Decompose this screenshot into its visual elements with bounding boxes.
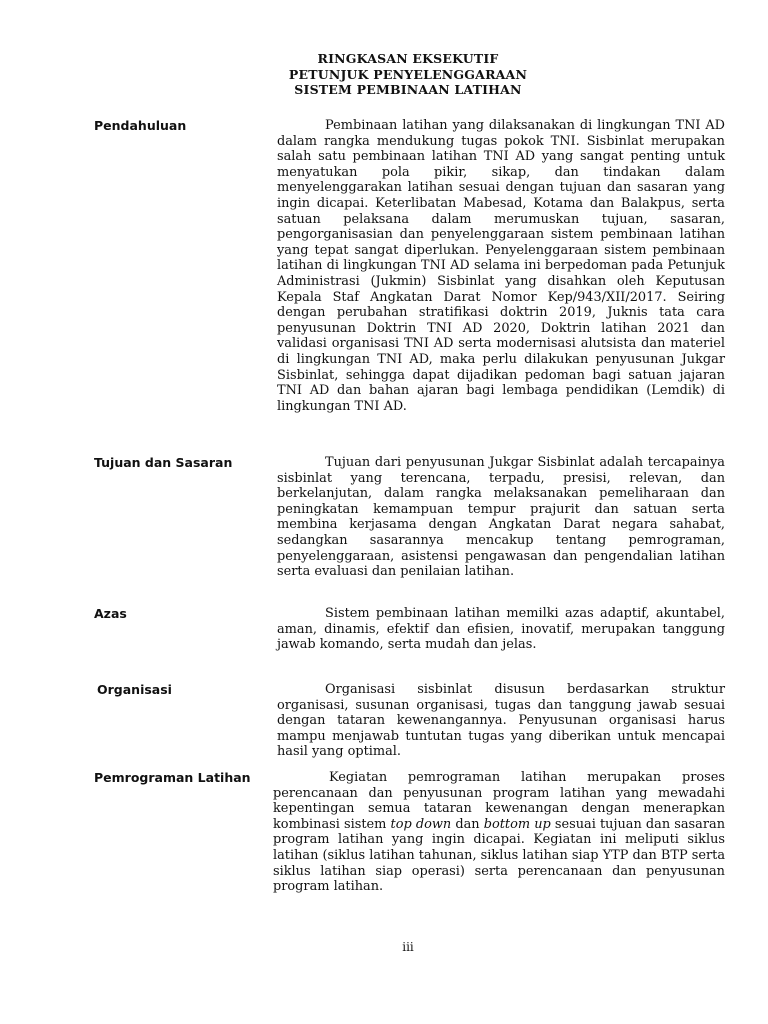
pemrograman-text-3: sesuai tujuan dan sasaran program latihan yang ingin dicapai. Kegiatan ini meliputi siklus latihan (siklus latihan tahunan, siklus latihan siap YTP dan BTP serta siklus latihan siap operasi) serta perencanaan dan penyusunan program latihan.	[273, 816, 726, 895]
heading-tujuan-dan-sasaran: Tujuan dan Sasaran	[94, 455, 233, 470]
page-number: iii	[402, 940, 414, 954]
paragraph-pemrograman-latihan	[273, 770, 725, 895]
pemrograman-text-2: dan	[451, 816, 484, 832]
heading-azas: Azas	[94, 606, 127, 621]
title-line-1: RINGKASAN EKSEKUTIF	[317, 51, 499, 66]
pemrograman-text-1: Kegiatan pemrograman latihan merupakan proses perencanaan dan penyusunan program latihan yang mewadahi kepentingan semua tataran kewenangan dengan menerapkan kombinasi sistem	[273, 770, 725, 832]
title-line-3: SISTEM PEMBINAAN LATIHAN	[294, 82, 522, 97]
heading-pendahuluan: Pendahuluan	[94, 118, 187, 133]
paragraph-tujuan-dan-sasaran: Tujuan dari penyusunan Jukgar Sisbinlat adalah tercapainya sisbinlat yang terencana, terpadu, presisi, relevan, dan berkelanjutan, dalam rangka melaksanakan pemeliharaan dan peningkatan kemampuan tempur prajurit dan satuan serta membina kerjasama dengan Angkatan Darat negara sahabat, sedangkan sasarannya mencakup tentang pemrograman, penyelenggaraan, asistensi pengawasan dan pengendalian latihan serta evaluasi dan penilaian latihan.	[277, 455, 725, 580]
document-title	[0, 51, 768, 98]
paragraph-azas: Sistem pembinaan latihan memilki azas adaptif, akuntabel, aman, dinamis, efektif dan efisien, inovatif, merupakan tanggung jawab komando, serta mudah dan jelas.	[277, 606, 725, 653]
heading-pemrograman-latihan: Pemrograman Latihan	[94, 770, 251, 785]
paragraph-pendahuluan: Pembinaan latihan yang dilaksanakan di lingkungan TNI AD dalam rangka mendukung tugas pokok TNI. Sisbinlat merupakan salah satu pembinaan latihan TNI AD yang sangat penting untuk menyatukan pola pikir, sikap, dan tindakan dalam menyelenggarakan latihan sesuai dengan tujuan dan sasaran yang ingin dicapai. Keterlibatan Mabesad, Kotama dan Balakpus, serta satuan pelaksana dalam merumuskan tujuan, sasaran, pengorganisasian dan penyelenggaraan sistem pembinaan latihan yang tepat sangat diperlukan. Penyelenggaraan sistem pembinaan latihan di lingkungan TNI AD selama ini berpedoman pada Petunjuk Administrasi (Jukmin) Sisbinlat yang disahkan oleh Keputusan Kepala Staf Angkatan Darat Nomor Kep/943/XII/2017. Seiring dengan perubahan stratifikasi doktrin 2019, Juknis tata cara penyusunan Doktrin TNI AD 2020, Doktrin latihan 2021 dan validasi organisasi TNI AD serta modernisasi alutsista dan materiel di lingkungan TNI AD, maka perlu dilakukan penyusunan Jukgar Sisbinlat, sehingga dapat dijadikan pedoman bagi satuan jajaran TNI AD dan bahan ajaran bagi lembaga pendidikan (Lemdik) di lingkungan TNI AD.	[277, 118, 725, 414]
pemrograman-term-bottom-up: bottom up	[483, 816, 551, 832]
paragraph-organisasi: Organisasi sisbinlat disusun berdasarkan struktur organisasi, susunan organisasi, tugas dan tanggung jawab sesuai dengan tataran kewenangannya. Penyusunan organisasi harus mampu menjawab tuntutan tugas yang diberikan untuk mencapai hasil yang optimal.	[277, 682, 725, 760]
pemrograman-term-top-down: top down	[390, 816, 452, 832]
heading-organisasi: Organisasi	[97, 682, 172, 697]
title-line-2: PETUNJUK PENYELENGGARAAN	[288, 66, 528, 82]
